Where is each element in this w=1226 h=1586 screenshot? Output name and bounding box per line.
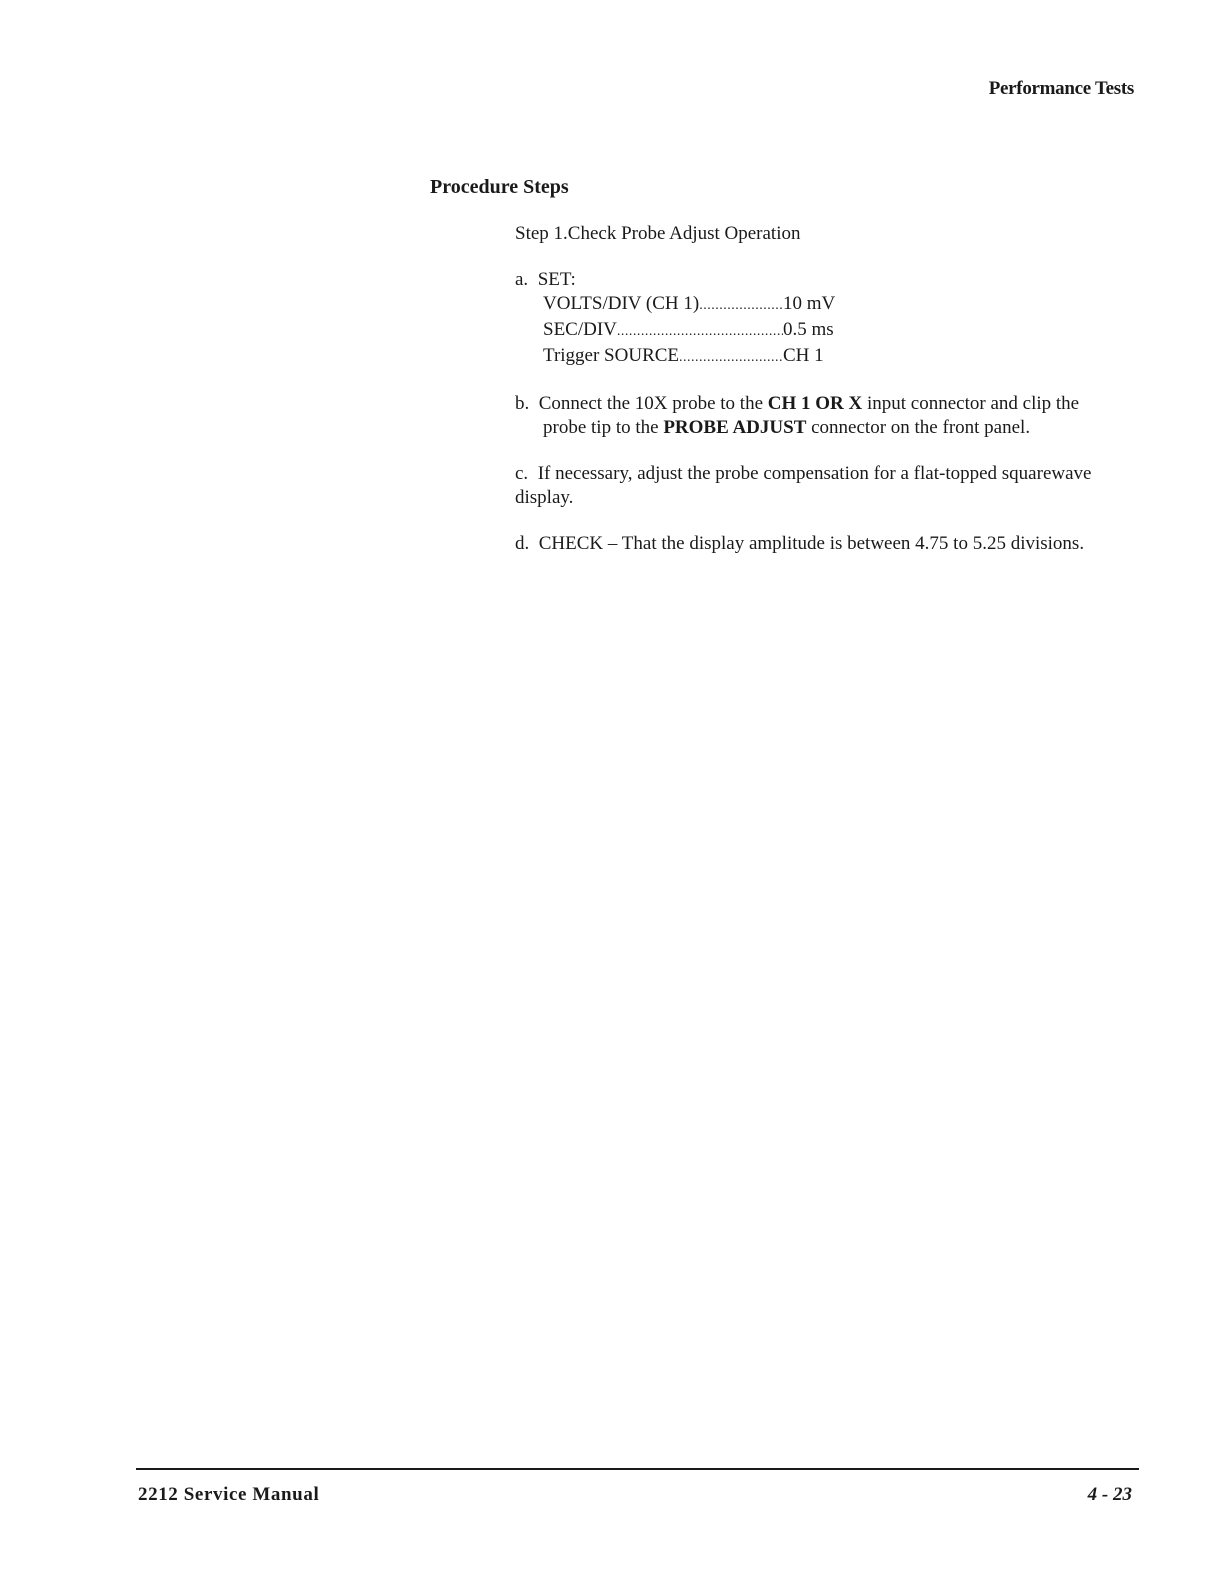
setting-name: VOLTS/DIV (CH 1): [543, 293, 700, 314]
item-label-c: c.: [515, 463, 529, 484]
item-label-d: d.: [515, 533, 530, 554]
dot-leader: [699, 293, 783, 314]
footer-rule: [136, 1468, 1139, 1470]
running-header: Performance Tests: [988, 78, 1134, 99]
item-label-b: b.: [515, 393, 530, 414]
step-title: Step 1.Check Probe Adjust Operation: [515, 223, 801, 244]
footer-manual-title: 2212 Service Manual: [138, 1484, 320, 1505]
settings-list: [543, 292, 1115, 370]
step-item-b: b. Connect the 10X probe to the CH 1 OR X input connector and clip the probe tip to the PROBE ADJUST connector on the front panel.: [515, 393, 1080, 438]
set-heading: SET:: [537, 269, 576, 290]
step-item-c: c. If necessary, adjust the probe compensation for a flat-topped squarewave display.: [515, 463, 1092, 508]
connector-name: PROBE ADJUST: [663, 417, 807, 438]
setting-value: CH 1: [783, 345, 824, 366]
step-item-d: d. CHECK – That the display amplitude is between 4.75 to 5.25 divisions.: [515, 533, 1085, 554]
dot-leader: [679, 345, 783, 366]
dot-leader: [617, 319, 783, 340]
procedure-content: [515, 222, 1115, 578]
connector-name: CH 1 OR X: [767, 393, 863, 414]
step-item-a: [515, 268, 1115, 370]
section-title: Procedure Steps: [430, 176, 569, 198]
setting-value: 0.5 ms: [783, 319, 834, 340]
setting-row: [543, 318, 1115, 344]
setting-row: [543, 344, 1115, 370]
setting-row: [543, 292, 1115, 318]
setting-name: SEC/DIV: [543, 319, 617, 340]
setting-name: Trigger SOURCE: [543, 345, 680, 366]
item-label-a: a.: [515, 269, 529, 290]
setting-value: 10 mV: [783, 293, 836, 314]
footer-page-number: 4 - 23: [1087, 1484, 1132, 1505]
